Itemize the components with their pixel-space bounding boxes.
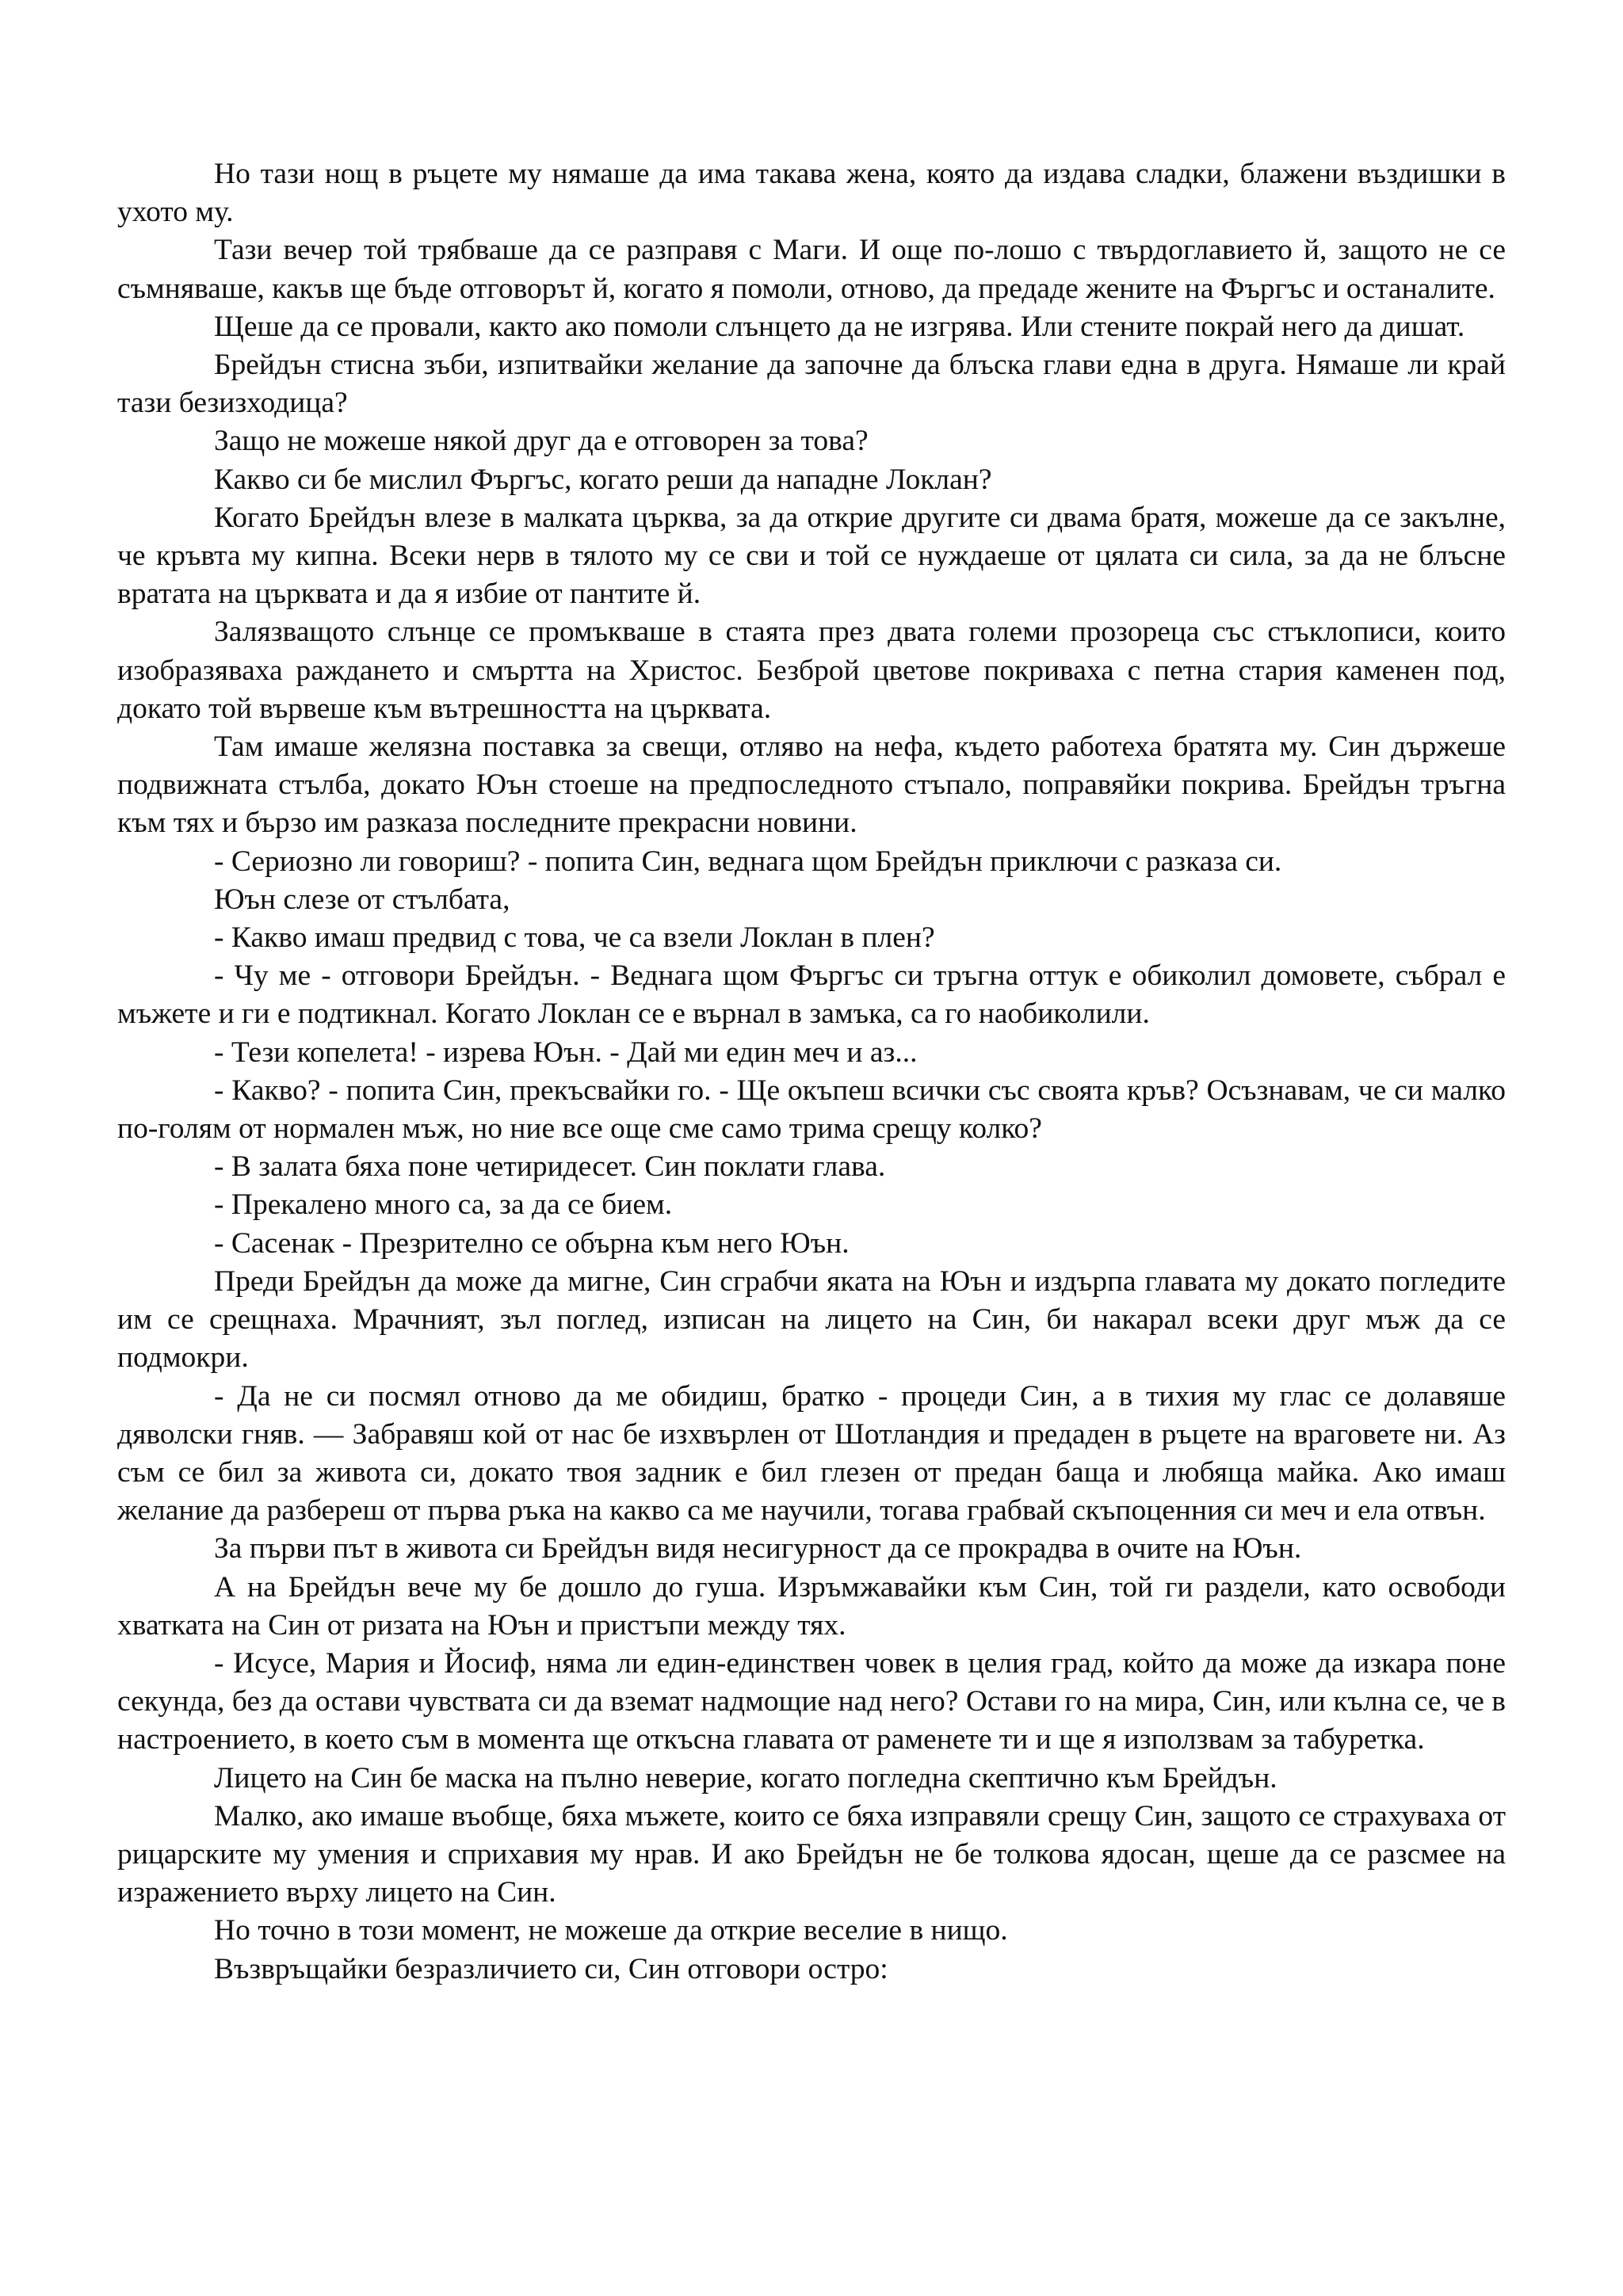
paragraph: Но точно в този момент, не можеше да открие веселие в нищо. <box>214 1914 1008 1947</box>
paragraph: - Прекалено много са, за да се бием. <box>214 1188 673 1222</box>
document-page <box>117 155 1506 1989</box>
paragraph: - Какво? - попита Син, прекъсвайки го. - Ще окъпеш всички със своята кръв? Осъзнавам, че си малко по-голям от нормален мъж, но ние все още сме само трима срещу колко? <box>117 1074 1506 1146</box>
paragraph: - Чу ме - отговори Брейдън. - Веднага щом Фъргъс си тръгна оттук е обиколил домовете, събрал е мъжете и ги е подтикнал. Когато Локлан се е върнал в замъка, са го наобиколили. <box>117 959 1506 1031</box>
paragraph: Какво си бе мислил Фъргъс, когато реши да нападне Локлан? <box>214 463 992 496</box>
paragraph: - Да не си посмял отново да ме обидиш, братко - процеди Син, а в тихия му глас се долавяше дяволски гняв. — Забравяш кой от нас бе изхвърлен от Шотландия и предаден в ръцете на враговете ни. Аз съм се бил за живота си, докато твоя задник е бил глезен от предан баща и любяща майка. Ако имаш желание да разбереш от първа ръка на какво са ме научили, тогава грабвай скъпоценния си меч и ела отвън. <box>117 1379 1506 1527</box>
paragraph: Щеше да се провали, както ако помоли слънцето да не изгрява. Или стените покрай него да дишат. <box>214 310 1465 343</box>
paragraph: А на Брейдън вече му бе дошло до гуша. Изръмжавайки към Син, той ги раздели, като освободи хватката на Син от ризата на Юън и пристъпи между тях. <box>117 1570 1506 1642</box>
paragraph: Но тази нощ в ръцете му нямаше да има такава жена, която да издава сладки, блажени въздишки в ухото му. <box>117 158 1506 229</box>
paragraph: Тази вечер той трябваше да се разправя с Маги. И още по-лошо с твърдоглавието й, защото не се съмняваше, какъв ще бъде отговорът й, когато я помоли, отново, да предаде жените на Фъргъс и останалите. <box>117 234 1506 305</box>
paragraph: Когато Брейдън влезе в малката църква, за да открие другите си двама братя, можеше да се закълне, че кръвта му кипна. Всеки нерв в тялото му се сви и той се нуждаеше от цялата си сила, за да не блъсне вратата на църквата и да я избие от пантите й. <box>117 501 1506 611</box>
paragraph: Преди Брейдън да може да мигне, Син сграбчи яката на Юън и издърпа главата му докато погледите им се срещнаха. Мрачният, зъл поглед, изписан на лицето на Син, би накарал всеки друг мъж да се подмокри. <box>117 1264 1506 1375</box>
paragraph: - В залата бяха поне четиридесет. Син поклати глава. <box>214 1150 886 1184</box>
paragraph: Възвръщайки безразличието си, Син отговори остро: <box>214 1952 888 1985</box>
paragraph: - Сериозно ли говориш? - попита Син, веднага щом Брейдън приключи с разказа си. <box>214 845 1282 878</box>
paragraph: Лицето на Син бе маска на пълно неверие, когато погледна скептично към Брейдън. <box>214 1761 1277 1794</box>
paragraph: - Какво имаш предвид с това, че са взели Локлан в плен? <box>214 921 935 955</box>
paragraph: Там имаше желязна поставка за свещи, отляво на нефа, където работеха братята му. Син държеше подвижната стълба, докато Юън стоеше на предпоследното стъпало, поправяйки покрива. Брейдън тръгна към тях и бързо им разказа последните прекрасни новини. <box>117 730 1506 840</box>
paragraph: Юън слезе от стълбата, <box>214 883 510 916</box>
paragraph: Защо не можеше някой друг да е отговорен за това? <box>214 425 869 458</box>
paragraph: - Сасенак - Презрително се обърна към него Юън. <box>214 1226 850 1260</box>
paragraph: Залязващото слънце се промъкваше в стаята през двата големи прозореца със стъклописи, които изобразяваха раждането и смъртта на Христос. Безброй цветове покриваха с петна стария каменен под, докато той вървеше към вътрешността на църквата. <box>117 616 1506 725</box>
paragraph: За първи път в живота си Брейдън видя несигурност да се прокрадва в очите на Юън. <box>214 1532 1302 1566</box>
paragraph: Малко, ако имаше въобще, бяха мъжете, които се бяха изправяли срещу Син, защото се страхуваха от рицарските му умения и сприхавия му нрав. И ако Брейдън не бе толкова ядосан, щеше да се разсмее на изражението върху лицето на Син. <box>117 1799 1506 1909</box>
paragraph: - Исусе, Мария и Йосиф, няма ли един-единствен човек в целия град, който да може да изкара поне секунда, без да остави чувствата си да вземат надмощие над него? Остави го на мира, Син, или кълна се, че в настроението, в което съм в момента ще откъсна главата от раменете ти и ще я използвам за табуретка. <box>117 1646 1506 1756</box>
paragraph: - Тези копелета! - изрева Юън. - Дай ми един меч и аз... <box>214 1035 918 1069</box>
paragraph: Брейдън стисна зъби, изпитвайки желание да започне да блъска глави една в друга. Нямаше ли край тази безизходица? <box>117 349 1506 420</box>
